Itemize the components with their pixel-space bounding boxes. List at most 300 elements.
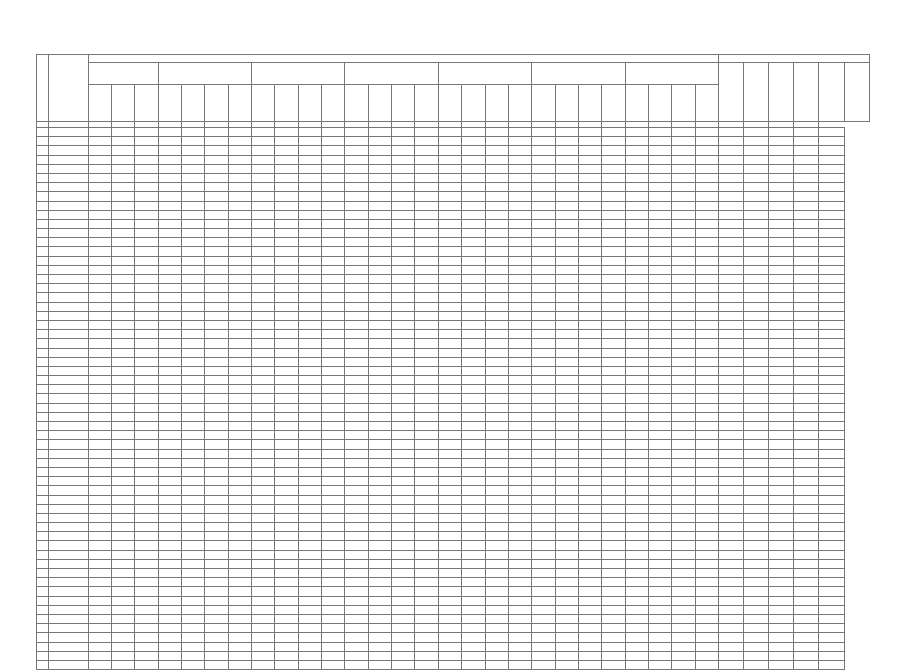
value-cell <box>462 164 485 173</box>
column-header <box>158 85 181 122</box>
column-header <box>578 85 601 122</box>
value-cell <box>345 385 368 394</box>
value-cell <box>508 532 531 541</box>
value-cell <box>508 229 531 238</box>
column-header <box>438 85 461 122</box>
value-cell <box>392 219 415 228</box>
value-cell <box>695 275 718 284</box>
value-cell <box>158 183 181 192</box>
value-cell <box>298 569 321 578</box>
value-cell <box>718 173 743 182</box>
value-cell <box>695 605 718 614</box>
value-cell <box>158 614 181 623</box>
value-cell <box>438 376 461 385</box>
value-cell <box>438 265 461 274</box>
value-cell <box>112 275 135 284</box>
value-cell <box>415 596 438 605</box>
value-cell <box>485 210 508 219</box>
value-cell <box>135 422 158 431</box>
value-cell <box>602 504 625 513</box>
value-cell <box>88 513 111 522</box>
value-cell <box>205 284 228 293</box>
value-cell <box>602 183 625 192</box>
table-row <box>37 376 870 385</box>
value-cell <box>769 128 794 137</box>
value-cell <box>112 146 135 155</box>
value-cell <box>415 569 438 578</box>
column-header <box>252 85 275 122</box>
value-cell <box>392 330 415 339</box>
value-cell <box>275 486 298 495</box>
row-number-cell <box>37 201 49 210</box>
value-cell <box>322 403 345 412</box>
value-cell <box>555 330 578 339</box>
value-cell <box>88 155 111 164</box>
value-cell <box>794 183 819 192</box>
value-cell <box>368 339 391 348</box>
value-cell <box>275 183 298 192</box>
value-cell <box>555 449 578 458</box>
value-cell <box>112 219 135 228</box>
value-cell <box>532 422 555 431</box>
organization-name-cell <box>49 173 88 182</box>
value-cell <box>718 596 743 605</box>
row-number-cell <box>37 210 49 219</box>
value-cell <box>205 164 228 173</box>
value-cell <box>438 495 461 504</box>
value-cell <box>794 550 819 559</box>
value-cell <box>135 504 158 513</box>
value-cell <box>602 275 625 284</box>
value-cell <box>485 376 508 385</box>
value-cell <box>625 128 648 137</box>
value-cell <box>228 275 251 284</box>
value-cell <box>322 164 345 173</box>
value-cell <box>794 293 819 302</box>
value-cell <box>532 320 555 329</box>
value-cell <box>695 569 718 578</box>
value-cell <box>602 137 625 146</box>
value-cell <box>392 293 415 302</box>
value-cell <box>345 412 368 421</box>
value-cell <box>88 614 111 623</box>
value-cell <box>392 633 415 642</box>
value-cell <box>322 458 345 467</box>
value-cell <box>112 440 135 449</box>
value-cell <box>298 155 321 164</box>
value-cell <box>485 265 508 274</box>
row-number-cell <box>37 624 49 633</box>
value-cell <box>112 550 135 559</box>
value-cell <box>485 412 508 421</box>
value-cell <box>625 642 648 651</box>
organization-name-cell <box>49 596 88 605</box>
value-cell <box>88 192 111 201</box>
value-cell <box>695 495 718 504</box>
value-cell <box>135 302 158 311</box>
value-cell <box>672 651 695 660</box>
value-cell <box>462 467 485 476</box>
value-cell <box>744 523 769 532</box>
value-cell <box>819 578 844 587</box>
value-cell <box>205 275 228 284</box>
column-header <box>532 85 555 122</box>
row-number-cell <box>37 256 49 265</box>
value-cell <box>672 137 695 146</box>
column-header <box>508 85 531 122</box>
value-cell <box>462 486 485 495</box>
value-cell <box>695 247 718 256</box>
value-cell <box>462 183 485 192</box>
value-cell <box>205 229 228 238</box>
value-cell <box>135 467 158 476</box>
value-cell <box>298 293 321 302</box>
organization-name-cell <box>49 201 88 210</box>
value-cell <box>769 348 794 357</box>
value-cell <box>392 504 415 513</box>
value-cell <box>508 550 531 559</box>
value-cell <box>298 660 321 669</box>
value-cell <box>252 229 275 238</box>
value-cell <box>485 229 508 238</box>
value-cell <box>275 651 298 660</box>
value-cell <box>275 569 298 578</box>
organization-name-cell <box>49 339 88 348</box>
value-cell <box>555 550 578 559</box>
value-cell <box>462 348 485 357</box>
value-cell <box>135 532 158 541</box>
value-cell <box>695 587 718 596</box>
value-cell <box>415 183 438 192</box>
value-cell <box>368 651 391 660</box>
value-cell <box>819 173 844 182</box>
value-cell <box>112 385 135 394</box>
value-cell <box>532 357 555 366</box>
column-header <box>648 85 671 122</box>
value-cell <box>205 477 228 486</box>
column-header <box>345 85 368 122</box>
value-cell <box>672 614 695 623</box>
value-cell <box>205 155 228 164</box>
value-cell <box>648 403 671 412</box>
value-cell <box>602 633 625 642</box>
value-cell <box>462 624 485 633</box>
value-cell <box>392 275 415 284</box>
table-row <box>37 155 870 164</box>
value-cell <box>602 164 625 173</box>
value-cell <box>228 320 251 329</box>
value-cell <box>112 431 135 440</box>
value-cell <box>625 164 648 173</box>
value-cell <box>205 633 228 642</box>
value-cell <box>695 513 718 522</box>
value-cell <box>648 477 671 486</box>
column-header <box>205 85 228 122</box>
value-cell <box>625 477 648 486</box>
value-cell <box>744 431 769 440</box>
value-cell <box>415 486 438 495</box>
value-cell <box>415 265 438 274</box>
value-cell <box>228 633 251 642</box>
value-cell <box>508 219 531 228</box>
organization-name-cell <box>49 458 88 467</box>
value-cell <box>794 219 819 228</box>
value-cell <box>672 320 695 329</box>
value-cell <box>158 284 181 293</box>
organization-name-cell <box>49 192 88 201</box>
value-cell <box>819 385 844 394</box>
value-cell <box>648 238 671 247</box>
value-cell <box>648 256 671 265</box>
value-cell <box>228 164 251 173</box>
value-cell <box>625 569 648 578</box>
value-cell <box>648 486 671 495</box>
value-cell <box>819 330 844 339</box>
value-cell <box>345 431 368 440</box>
value-cell <box>368 173 391 182</box>
value-cell <box>819 192 844 201</box>
value-cell <box>368 320 391 329</box>
value-cell <box>112 513 135 522</box>
value-cell <box>532 440 555 449</box>
value-cell <box>182 376 205 385</box>
value-cell <box>555 155 578 164</box>
value-cell <box>158 596 181 605</box>
value-cell <box>485 449 508 458</box>
value-cell <box>158 624 181 633</box>
value-cell <box>578 569 601 578</box>
value-cell <box>298 550 321 559</box>
value-cell <box>625 431 648 440</box>
value-cell <box>555 256 578 265</box>
value-cell <box>205 146 228 155</box>
row-number-cell <box>37 587 49 596</box>
value-cell <box>112 293 135 302</box>
value-cell <box>228 624 251 633</box>
value-cell <box>555 578 578 587</box>
value-cell <box>695 578 718 587</box>
value-cell <box>462 339 485 348</box>
value-cell <box>508 523 531 532</box>
value-cell <box>744 293 769 302</box>
organization-name-cell <box>49 146 88 155</box>
value-cell <box>322 495 345 504</box>
value-cell <box>578 541 601 550</box>
organization-name-cell <box>49 422 88 431</box>
table-row <box>37 192 870 201</box>
value-cell <box>819 183 844 192</box>
value-cell <box>625 578 648 587</box>
value-cell <box>485 284 508 293</box>
value-cell <box>182 192 205 201</box>
value-cell <box>298 651 321 660</box>
value-cell <box>135 128 158 137</box>
value-cell <box>794 394 819 403</box>
value-cell <box>322 385 345 394</box>
value-cell <box>625 366 648 375</box>
value-cell <box>438 320 461 329</box>
value-cell <box>392 523 415 532</box>
value-cell <box>322 431 345 440</box>
value-cell <box>718 183 743 192</box>
value-cell <box>135 219 158 228</box>
value-cell <box>769 467 794 476</box>
value-cell <box>485 504 508 513</box>
row-number-cell <box>37 569 49 578</box>
value-cell <box>819 596 844 605</box>
value-cell <box>298 624 321 633</box>
value-cell <box>135 431 158 440</box>
value-cell <box>672 275 695 284</box>
value-cell <box>228 486 251 495</box>
value-cell <box>228 357 251 366</box>
value-cell <box>438 403 461 412</box>
table-row <box>37 173 870 182</box>
value-cell <box>158 128 181 137</box>
value-cell <box>672 569 695 578</box>
value-cell <box>744 513 769 522</box>
value-cell <box>695 219 718 228</box>
value-cell <box>794 146 819 155</box>
value-cell <box>158 320 181 329</box>
value-cell <box>252 164 275 173</box>
value-cell <box>158 495 181 504</box>
value-cell <box>485 183 508 192</box>
value-cell <box>112 569 135 578</box>
value-cell <box>158 532 181 541</box>
value-cell <box>205 541 228 550</box>
value-cell <box>718 238 743 247</box>
value-cell <box>182 339 205 348</box>
value-cell <box>88 164 111 173</box>
table-row <box>37 293 870 302</box>
value-cell <box>744 633 769 642</box>
value-cell <box>298 403 321 412</box>
value-cell <box>718 633 743 642</box>
value-cell <box>462 284 485 293</box>
value-cell <box>648 146 671 155</box>
value-cell <box>228 210 251 219</box>
value-cell <box>462 219 485 228</box>
value-cell <box>415 541 438 550</box>
value-cell <box>485 330 508 339</box>
value-cell <box>252 633 275 642</box>
value-cell <box>368 587 391 596</box>
value-cell <box>625 660 648 669</box>
value-cell <box>578 256 601 265</box>
value-cell <box>345 467 368 476</box>
value-cell <box>625 513 648 522</box>
value-cell <box>112 348 135 357</box>
value-cell <box>462 477 485 486</box>
value-cell <box>794 458 819 467</box>
value-cell <box>135 403 158 412</box>
value-cell <box>769 614 794 623</box>
value-cell <box>345 146 368 155</box>
value-cell <box>718 284 743 293</box>
value-cell <box>555 376 578 385</box>
value-cell <box>322 330 345 339</box>
value-cell <box>718 440 743 449</box>
value-cell <box>135 256 158 265</box>
value-cell <box>462 275 485 284</box>
value-cell <box>322 137 345 146</box>
value-cell <box>88 532 111 541</box>
value-cell <box>602 394 625 403</box>
column-header <box>298 85 321 122</box>
value-cell <box>415 559 438 568</box>
table-row <box>37 247 870 256</box>
value-cell <box>695 633 718 642</box>
value-cell <box>648 550 671 559</box>
value-cell <box>648 523 671 532</box>
value-cell <box>228 192 251 201</box>
value-cell <box>578 605 601 614</box>
value-cell <box>794 660 819 669</box>
value-cell <box>438 192 461 201</box>
value-cell <box>695 348 718 357</box>
value-cell <box>275 192 298 201</box>
value-cell <box>718 137 743 146</box>
value-cell <box>555 458 578 467</box>
table-row <box>37 422 870 431</box>
value-cell <box>769 449 794 458</box>
value-cell <box>182 422 205 431</box>
value-cell <box>794 155 819 164</box>
value-cell <box>252 192 275 201</box>
value-cell <box>298 302 321 311</box>
value-cell <box>392 376 415 385</box>
value-cell <box>275 458 298 467</box>
organization-name-cell <box>49 587 88 596</box>
value-cell <box>88 578 111 587</box>
value-cell <box>298 467 321 476</box>
value-cell <box>438 173 461 182</box>
value-cell <box>275 366 298 375</box>
value-cell <box>578 422 601 431</box>
value-cell <box>182 541 205 550</box>
value-cell <box>602 559 625 568</box>
table-row <box>37 366 870 375</box>
value-cell <box>485 192 508 201</box>
value-cell <box>602 569 625 578</box>
value-cell <box>532 569 555 578</box>
value-cell <box>158 155 181 164</box>
value-cell <box>415 578 438 587</box>
value-cell <box>508 265 531 274</box>
value-cell <box>648 357 671 366</box>
row-number-cell <box>37 578 49 587</box>
value-cell <box>508 614 531 623</box>
value-cell <box>625 559 648 568</box>
value-cell <box>158 394 181 403</box>
value-cell <box>744 477 769 486</box>
value-cell <box>462 330 485 339</box>
table-row <box>37 412 870 421</box>
value-cell <box>368 146 391 155</box>
value-cell <box>112 320 135 329</box>
value-cell <box>392 192 415 201</box>
value-cell <box>672 550 695 559</box>
value-cell <box>182 238 205 247</box>
organization-name-cell <box>49 486 88 495</box>
value-cell <box>744 173 769 182</box>
value-cell <box>392 532 415 541</box>
value-cell <box>695 137 718 146</box>
value-cell <box>275 614 298 623</box>
table-row <box>37 559 870 568</box>
value-cell <box>345 137 368 146</box>
